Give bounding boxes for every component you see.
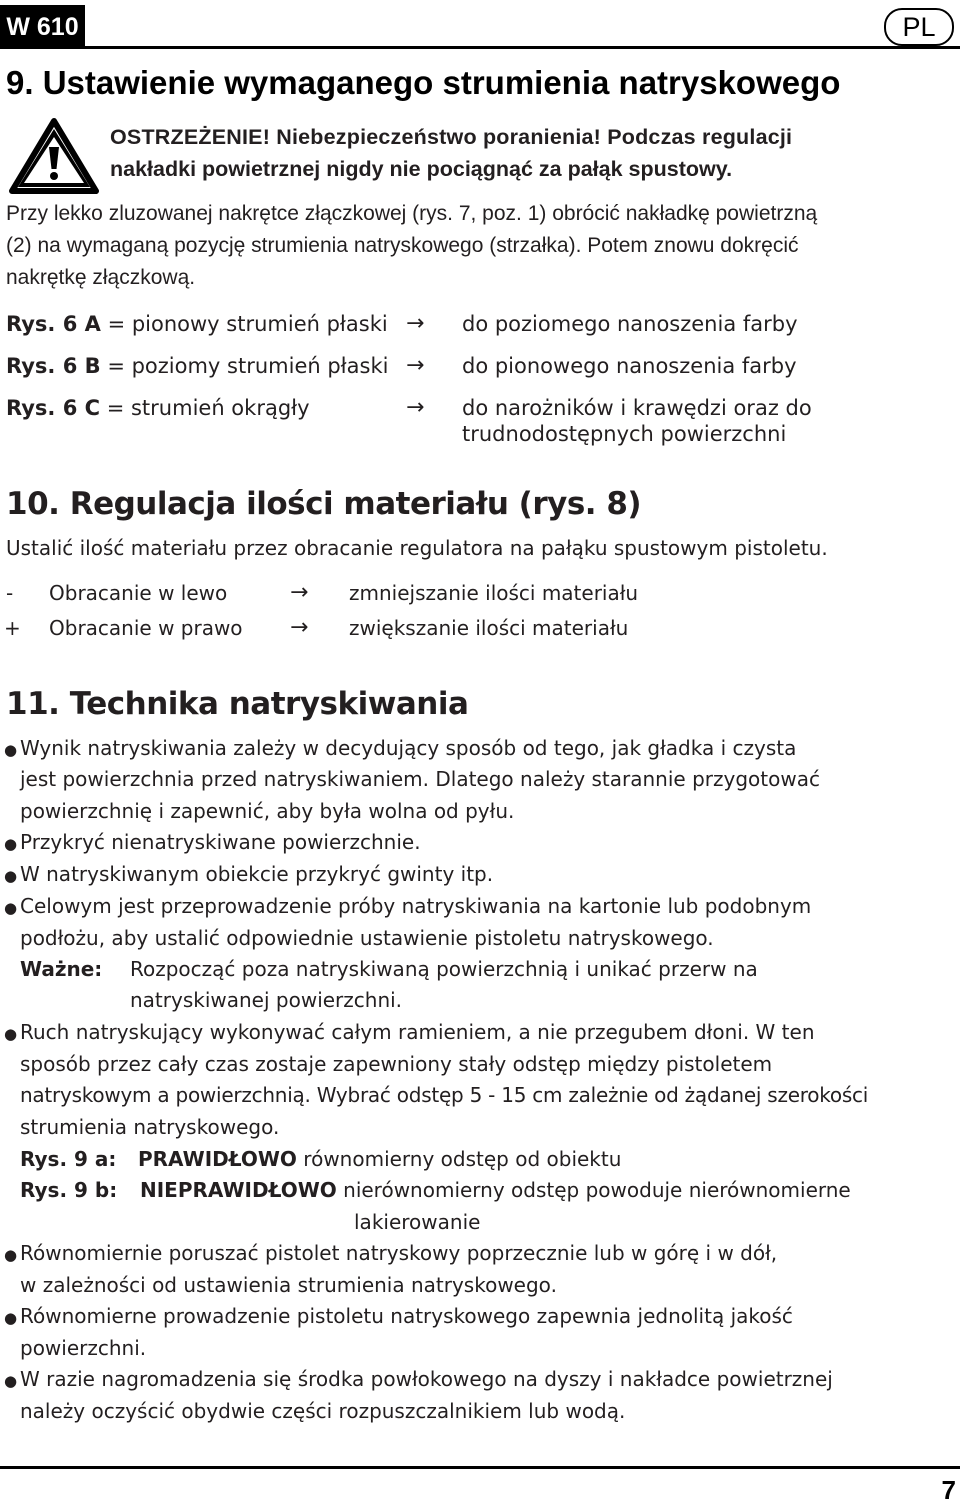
bullet-2: Przykryć nienatryskiwane powierzchnie. bbox=[20, 830, 421, 854]
section-9-paragraph-line-2: (2) na wymaganą pozycję strumienia natryskowego (strzałka). Potem znowu dokręcić bbox=[6, 234, 799, 257]
pattern-use-continued: trudnodostępnych powierzchni bbox=[462, 422, 787, 446]
pattern-use: do poziomego nanoszenia farby bbox=[462, 312, 798, 336]
spray-pattern-row-a bbox=[6, 312, 388, 336]
arrow-icon: → bbox=[406, 395, 425, 420]
figure-ref: Rys. 6 A bbox=[6, 312, 101, 336]
page-number: 7 bbox=[941, 1475, 956, 1505]
figure-9b-text bbox=[140, 1178, 851, 1202]
bullet-6-line-1: Równomiernie poruszać pistolet natryskowy poprzecznie lub w górę i w dół, bbox=[20, 1241, 778, 1265]
important-label: Ważne: bbox=[20, 957, 103, 981]
bullet-5-line-2: sposób przez cały czas zostaje zapewniony stały odstęp między pistoletem bbox=[20, 1052, 773, 1076]
adjust-sign: - bbox=[6, 581, 14, 605]
pattern-desc: = pionowy strumień płaski bbox=[100, 312, 388, 336]
arrow-icon: → bbox=[406, 311, 425, 336]
footer-rule bbox=[0, 1466, 960, 1469]
pattern-desc: = strumień okrągły bbox=[100, 396, 310, 420]
bullet-7-line-1: Równomierne prowadzenie pistoletu natryskowego zapewnia jednolitą jakość bbox=[20, 1304, 793, 1328]
important-line-2: natryskiwanej powierzchni. bbox=[130, 988, 403, 1012]
bullet-icon: ● bbox=[4, 867, 18, 885]
figure-9b-desc-continued: lakierowanie bbox=[354, 1210, 481, 1234]
adjust-action: Obracanie w lewo bbox=[49, 581, 228, 605]
bullet-6-line-2: w zależności od ustawienia strumienia natryskowego. bbox=[20, 1273, 557, 1297]
important-line-1: Rozpocząć poza natryskiwaną powierzchnią i unikać przerw na bbox=[130, 957, 758, 981]
figure-9b-label: Rys. 9 b: bbox=[20, 1178, 118, 1202]
adjust-result: zmniejszanie ilości materiału bbox=[349, 581, 639, 605]
bullet-icon: ● bbox=[4, 741, 18, 759]
bullet-icon: ● bbox=[4, 1246, 18, 1264]
model-badge: W 610 bbox=[0, 5, 85, 49]
bullet-icon: ● bbox=[4, 1025, 18, 1043]
bullet-8-line-1: W razie nagromadzenia się środka powłokowego na dyszy i nakładce powietrznej bbox=[20, 1367, 833, 1391]
adjust-action: Obracanie w prawo bbox=[49, 616, 243, 640]
pattern-use: do narożników i krawędzi oraz do bbox=[462, 396, 812, 420]
bullet-icon: ● bbox=[4, 899, 18, 917]
bullet-1-line-1: Wynik natryskiwania zależy w decydujący sposób od tego, jak gładka i czysta bbox=[20, 736, 797, 760]
figure-9a-text bbox=[138, 1147, 621, 1171]
header-rule bbox=[85, 46, 960, 49]
section-9-title: 9. Ustawienie wymaganego strumienia natryskowego bbox=[6, 64, 841, 101]
section-10-intro: Ustalić ilość materiału przez obracanie regulatora na pałąku spustowym pistoletu. bbox=[6, 536, 828, 560]
arrow-icon: → bbox=[290, 580, 309, 605]
bullet-7-line-2: powierzchni. bbox=[20, 1336, 147, 1360]
pattern-desc: = poziomy strumień płaski bbox=[100, 354, 389, 378]
figure-9a-desc: równomierny odstęp od obiektu bbox=[296, 1147, 622, 1171]
spray-pattern-row-b bbox=[6, 354, 388, 378]
spray-pattern-row-c bbox=[6, 396, 310, 420]
figure-9b-desc: nierównomierny odstęp powoduje nierównomierne bbox=[336, 1178, 851, 1202]
section-9-paragraph-line-1: Przy lekko zluzowanej nakrętce złączkowej (rys. 7, poz. 1) obrócić nakładkę powietrzną bbox=[6, 202, 818, 225]
bullet-8-line-2: należy oczyścić obydwie części rozpuszczalnikiem lub wodą. bbox=[20, 1399, 626, 1423]
section-11-title: 11. Technika natryskiwania bbox=[6, 686, 469, 722]
bullet-1-line-2: jest powierzchnia przed natryskiwaniem. Dlatego należy starannie przygotować bbox=[20, 767, 820, 791]
bullet-icon: ● bbox=[4, 1309, 18, 1327]
bullet-4-line-2: podłożu, aby ustalić odpowiednie ustawienie pistoletu natryskowego. bbox=[20, 926, 714, 950]
bullet-1-line-3: powierzchnię i zapewnić, aby była wolna od pyłu. bbox=[20, 799, 515, 823]
warning-line-1: OSTRZEŻENIE! Niebezpieczeństwo poranienia! Podczas regulacji bbox=[110, 125, 793, 149]
figure-9a-label: Rys. 9 a: bbox=[20, 1147, 117, 1171]
bullet-3: W natryskiwanym obiekcie przykryć gwinty itp. bbox=[20, 862, 494, 886]
warning-line-2: nakładki powietrznej nigdy nie pociągnąć za pałąk spustowy. bbox=[110, 157, 733, 181]
section-9-paragraph-line-3: nakrętkę złączkową. bbox=[6, 266, 196, 289]
figure-9a-key: PRAWIDŁOWO bbox=[138, 1147, 297, 1171]
figure-9b-key: NIEPRAWIDŁOWO bbox=[140, 1178, 337, 1202]
arrow-icon: → bbox=[290, 615, 309, 640]
pattern-use: do pionowego nanoszenia farby bbox=[462, 354, 797, 378]
arrow-icon: → bbox=[406, 353, 425, 378]
bullet-4-line-1: Celowym jest przeprowadzenie próby natryskiwania na kartonie lub podobnym bbox=[20, 894, 812, 918]
bullet-icon: ● bbox=[4, 1372, 18, 1390]
warning-triangle-icon bbox=[8, 117, 100, 195]
adjust-result: zwiększanie ilości materiału bbox=[349, 616, 629, 640]
figure-ref: Rys. 6 C bbox=[6, 396, 101, 420]
bullet-5-line-4: strumienia natryskowego. bbox=[20, 1115, 280, 1139]
bullet-5-line-3: natryskowym a powierzchnią. Wybrać odstęp 5 - 15 cm zależnie od żądanej szerokości bbox=[20, 1083, 869, 1107]
language-badge: PL bbox=[884, 8, 954, 46]
figure-ref: Rys. 6 B bbox=[6, 354, 101, 378]
bullet-icon: ● bbox=[4, 835, 18, 853]
section-10-title: 10. Regulacja ilości materiału (rys. 8) bbox=[6, 486, 642, 522]
bullet-5-line-1: Ruch natryskujący wykonywać całym ramieniem, a nie przegubem dłoni. W ten bbox=[20, 1020, 815, 1044]
adjust-sign: + bbox=[4, 616, 21, 640]
